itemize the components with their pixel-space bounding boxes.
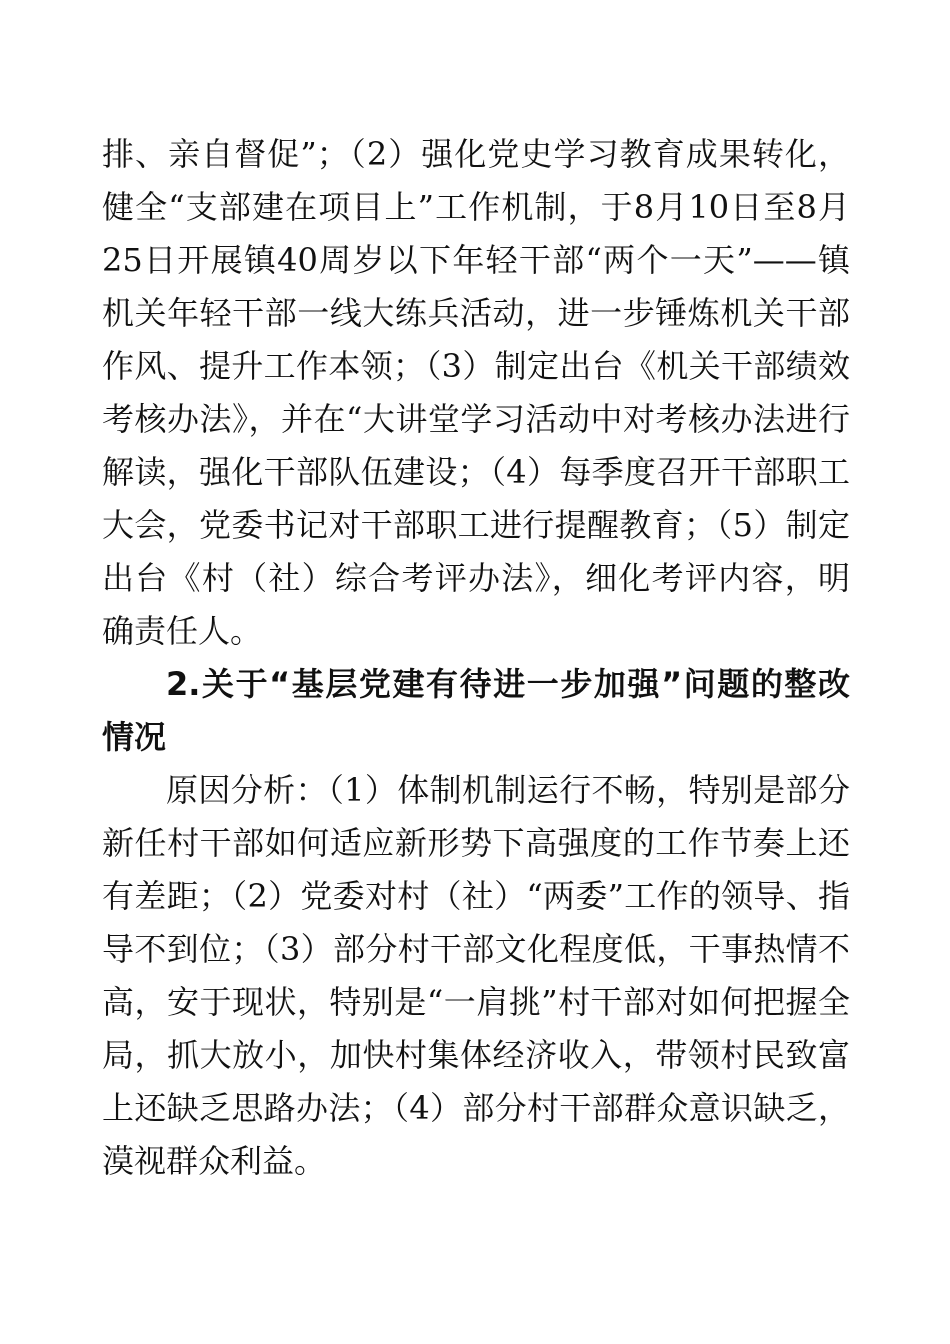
body-paragraph-continued: 排、亲自督促”；（2）强化党史学习教育成果转化，健全“支部建在项目上”工作机制，于8月10日至8月25日开展镇40周岁以下年轻干部“两个一天”——镇机关年轻干部一线大练兵活动，进一步锤炼机关干部作风、提升工作本领；（3）制定出台《机关干部绩效考核办法》，并在“大讲堂学习活动中对考核办法进行解读，强化干部队伍建设；（4）每季度召开干部职工大会，党委书记对干部职工进行提醒教育；（5）制定出台《村（社）综合考评办法》，细化考评内容，明确责任人。 <box>102 135 850 650</box>
body-paragraph-cause-analysis: 原因分析：（1）体制机制运行不畅，特别是部分新任村干部如何适应新形势下高强度的工作节奏上还有差距；（2）党委对村（社）“两委”工作的领导、指导不到位；（3）部分村干部文化程度低，干事热情不高，安于现状，特别是“一肩挑”村干部对如何把握全局，抓大放小，加快村集体经济收入，带领村民致富上还缺乏思路办法；（4）部分村干部群众意识缺乏，漠视群众利益。 <box>102 771 850 1180</box>
document-page <box>102 128 850 1188</box>
section-heading: 2.关于“基层党建有待进一步加强”问题的整改情况 <box>102 665 850 756</box>
